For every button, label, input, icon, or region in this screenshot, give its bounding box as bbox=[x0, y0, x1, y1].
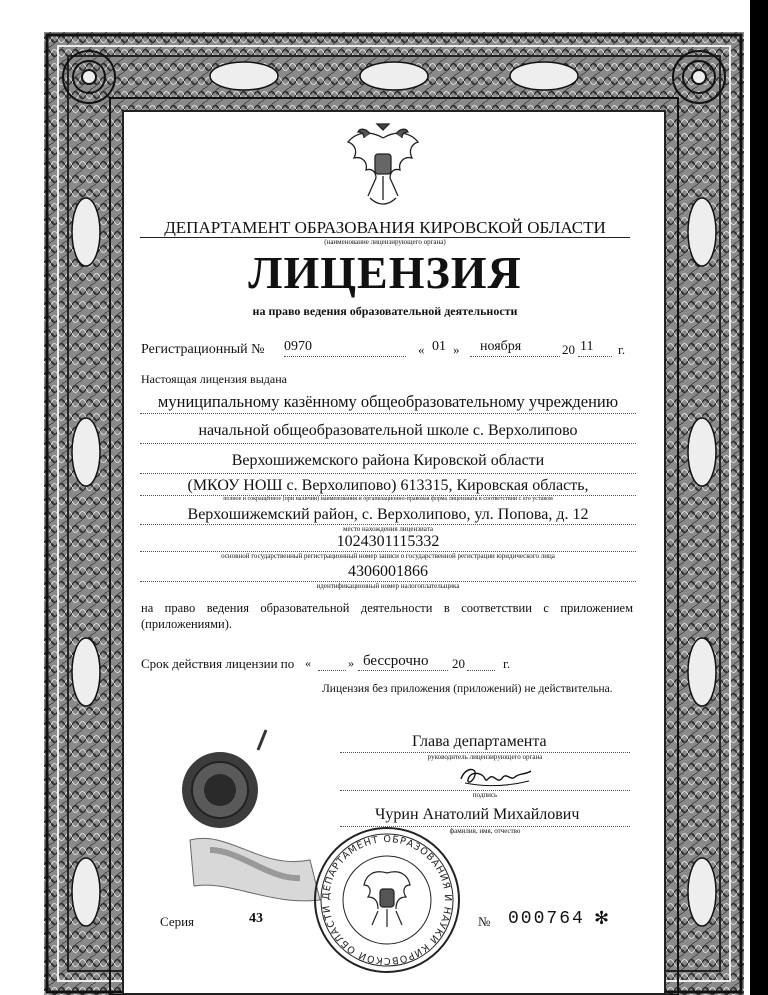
inn-caption: идентификационный номер налогоплательщика bbox=[316, 582, 460, 590]
wax-seal-icon bbox=[170, 710, 330, 910]
signature-caption: подпись bbox=[472, 791, 498, 799]
official-stamp-icon bbox=[312, 825, 462, 975]
annex-note: Лицензия без приложения (приложений) не действительна. bbox=[322, 683, 613, 695]
licensee-name-caption: полное и сокращённое (при наличии) наименования и организационно-правовая форма лицензиата в соответствии с его уставом bbox=[223, 496, 553, 502]
signatory-position: Глава департамента bbox=[412, 733, 547, 750]
issuer-caption: (наименование лицензирующего органа) bbox=[324, 238, 446, 246]
signatory-position-caption: руководитель лицензирующего органа bbox=[427, 753, 543, 761]
number-mark-icon: ✻ bbox=[594, 908, 610, 929]
stamp-text: ДЕПАРТАМЕНТ ОБРАЗОВАНИЯ И НАУКИ КИРОВСКОЙ ОБЛАСТИ bbox=[320, 833, 454, 967]
purpose-text: на право ведения образовательной деятельности в соответствии с приложением (приложениями). bbox=[141, 601, 633, 631]
ogrn-value: 1024301115332 bbox=[336, 533, 440, 550]
registration-number: 0970 bbox=[284, 339, 312, 354]
inn-value: 4306001866 bbox=[348, 563, 428, 580]
registration-label: Регистрационный № bbox=[141, 342, 265, 357]
document-title: ЛИЦЕНЗИЯ bbox=[248, 247, 522, 298]
signatory-name: Чурин Анатолий Михайлович bbox=[375, 806, 580, 823]
handwritten-signature bbox=[455, 763, 535, 791]
issued-to-label: Настоящая лицензия выдана bbox=[141, 372, 287, 386]
licensee-line-3: Верхошижемского района Кировской области bbox=[231, 452, 545, 469]
location-caption: место нахождения лицензиата bbox=[343, 525, 433, 533]
licensee-line-1: муниципальному казённому общеобразовательному учреждению bbox=[157, 392, 619, 411]
document-subtitle: на право ведения образовательной деятельности bbox=[252, 304, 518, 318]
scan-edge bbox=[750, 0, 768, 995]
document-number: 000764 bbox=[508, 909, 585, 929]
licensee-line-4: (МКОУ НОШ с. Верхолипово) 613315, Кировская область, bbox=[187, 477, 589, 494]
ogrn-caption: основной государственный регистрационный номер записи о государственной регистрации юридического лица bbox=[221, 552, 555, 560]
registration-day: 01 bbox=[432, 339, 446, 354]
series-value: 43 bbox=[249, 911, 263, 926]
coat-of-arms-icon bbox=[340, 120, 426, 210]
licensee-line-5: Верхошижемский район, с. Верхолипово, ул. Попова, д. 12 bbox=[187, 506, 589, 523]
validity-value: бессрочно bbox=[363, 653, 429, 669]
licensee-line-2: начальной общеобразовательной школе с. Верхолипово bbox=[198, 422, 578, 439]
registration-year: 11 bbox=[580, 339, 594, 354]
series-label: Серия bbox=[160, 914, 195, 929]
signatory-name-caption: фамилия, имя, отчество bbox=[449, 827, 521, 835]
validity-label: Срок действия лицензии по bbox=[141, 656, 295, 671]
registration-month: ноября bbox=[480, 339, 522, 354]
issuer-name: ДЕПАРТАМЕНТ ОБРАЗОВАНИЯ КИРОВСКОЙ ОБЛАСТИ bbox=[164, 218, 606, 237]
number-label: № bbox=[478, 914, 491, 929]
